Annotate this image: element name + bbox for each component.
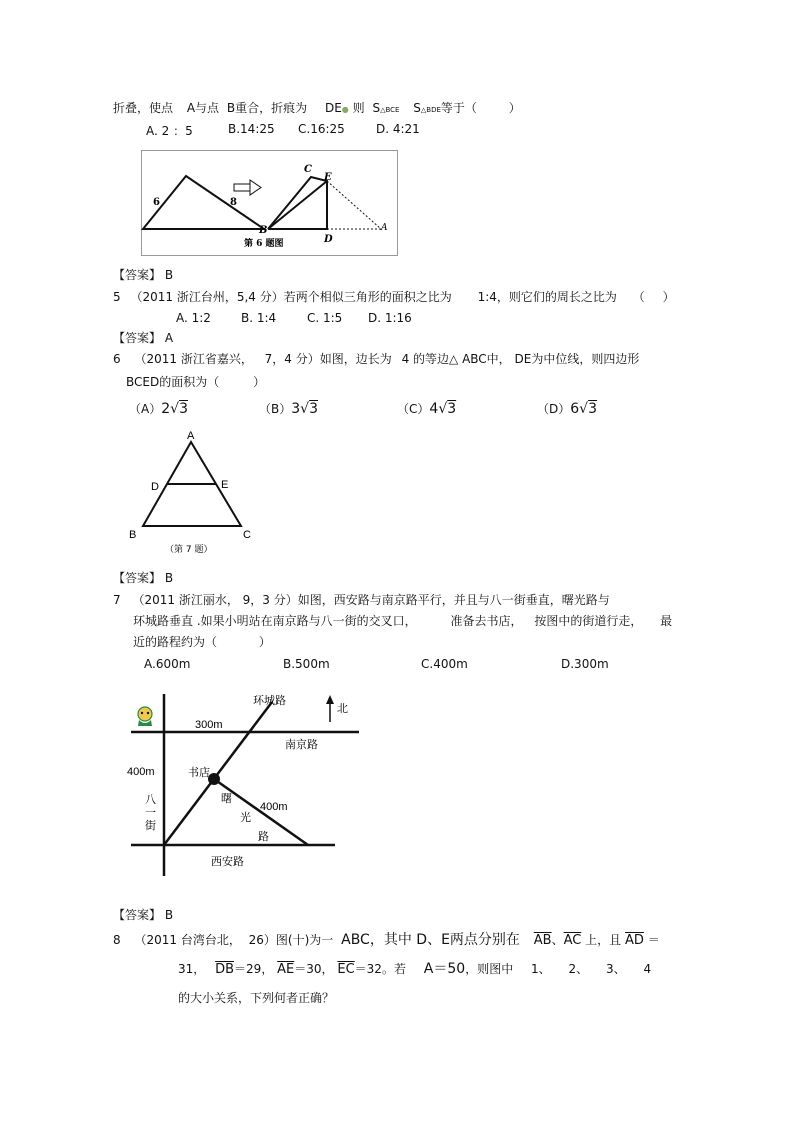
q5-text: 1:4，则它们的周长之比为 <box>477 290 617 304</box>
q8-angle-a: A＝50 <box>423 961 466 977</box>
q7-option-a: A.600m <box>144 657 191 671</box>
q7-number: 7 <box>113 593 121 607</box>
label-b: B <box>259 225 268 236</box>
q4-stem: 折叠，使点 A与点 B重合，折痕为 DE● 则 S△BCE S△BDE等于（ ） <box>113 101 521 115</box>
q7-text: 近的路程约为（ <box>133 635 218 649</box>
q8-angle-1: 1、 <box>531 962 551 976</box>
q5-text: ） <box>662 290 675 304</box>
label-bayi-2: 一 <box>145 806 156 819</box>
radicand: 3 <box>447 401 457 417</box>
q8-text: 上，且 <box>585 933 622 947</box>
q6-text: 7，4 分）如图，边长为 <box>264 352 392 366</box>
label-e: E <box>324 172 332 183</box>
label-c: C <box>243 529 251 541</box>
q8-number: 8 <box>113 933 121 947</box>
label-6: 6 <box>153 197 160 208</box>
q4-text: 折叠，使点 <box>113 101 174 115</box>
q5-option-b: B. 1:4 <box>241 311 277 325</box>
radicand: 3 <box>588 401 598 417</box>
q8-angle-3: 3、 <box>605 962 626 976</box>
q4-text: S <box>372 101 381 115</box>
q4-text: 则 <box>352 101 365 115</box>
q4-folding-figure <box>141 150 398 256</box>
q6-triangle-figure <box>125 428 260 558</box>
segment-db: $\overline{DB}$ <box>215 962 235 977</box>
q7-stem-line2 <box>133 614 672 628</box>
label-b: B <box>129 529 137 541</box>
q4-option-a: A. 2 ：5 <box>146 124 193 138</box>
q7-street-map <box>125 690 365 880</box>
label-a: A <box>381 223 388 233</box>
q8-text: ＝32。若 <box>354 962 406 976</box>
q6-option-c: （C）4√3 <box>397 401 457 417</box>
q7-text: 按图中的街道行走， <box>534 614 643 628</box>
q8-text: 、 <box>551 933 564 947</box>
segment-ac: $\overline{AC}$ <box>563 933 582 948</box>
segment-ae: $\overline{AE}$ <box>277 962 295 977</box>
label-e: E <box>221 479 229 491</box>
q6-text: BCED的面积为（ <box>126 375 220 389</box>
option-label: （B） <box>259 402 292 416</box>
q6-number: 6 <box>113 352 121 366</box>
q5-text: （2011 浙江台州，5,4 分）若两个相似三角形的面积之比为 <box>130 290 452 304</box>
option-label: （D） <box>537 402 571 416</box>
q4-text: 等于（ <box>440 101 477 115</box>
q5-number: 5 <box>113 290 121 304</box>
q8-angle-4: 4 <box>643 962 652 976</box>
q5-text: （ <box>632 290 645 304</box>
label-d: D <box>151 481 159 493</box>
q5-option-c: C. 1:5 <box>307 311 343 325</box>
q6-option-d: （D）6√3 <box>537 401 598 417</box>
person-icon <box>138 707 152 726</box>
q4-subscript: △BCE <box>380 106 400 114</box>
q7-text: ） <box>258 635 271 649</box>
label-shuguang-3: 路 <box>258 830 269 843</box>
q5-option-a: A. 1:2 <box>176 311 211 325</box>
label-8: 8 <box>230 197 237 208</box>
q6-text: 4 的等边△ ABC中， <box>401 352 511 366</box>
option-label: （A） <box>129 402 162 416</box>
q8-text: ＝ <box>647 933 660 947</box>
q6-text: ） <box>253 375 266 389</box>
q4-text: ） <box>508 101 521 115</box>
q7-text: 最 <box>660 614 673 628</box>
q7-option-b: B.500m <box>283 657 330 671</box>
q7-text: （2011 浙江丽水， 9，3 分）如图，西安路与南京路平行，并且与八一街垂直，曙光路与 <box>132 593 610 607</box>
q4-subscript: △BDE <box>420 106 441 114</box>
q8-text: ，则图中 <box>465 962 514 976</box>
q7-text: 准备去书店， <box>450 614 523 628</box>
q7-answer: 【答案】 B <box>113 908 174 922</box>
q5-answer: 【答案】 A <box>113 331 174 345</box>
label-400m-b: 400m <box>260 801 288 813</box>
option-label: （C） <box>397 402 430 416</box>
q8-text: ＝29， <box>234 962 274 976</box>
label-shuguang-2: 光 <box>240 811 251 824</box>
q7-option-c: C.400m <box>421 657 468 671</box>
q6-option-b: （B）3√3 <box>259 401 318 417</box>
option-coef: 3 <box>291 401 301 417</box>
label-nanjing: 南京路 <box>285 738 318 751</box>
q7-option-d: D.300m <box>561 657 609 671</box>
q8-stem-line2 <box>178 960 651 979</box>
segment-ec: $\overline{EC}$ <box>337 962 355 977</box>
segment-ad: $\overline{AD}$ <box>625 933 644 948</box>
q8-angle-2: 2、 <box>568 962 589 976</box>
q5-stem <box>113 290 675 304</box>
label-d: D <box>324 234 333 245</box>
q8-stem <box>113 931 660 950</box>
q6-stem-line2 <box>126 375 265 389</box>
q7-stem-line3 <box>133 635 271 649</box>
label-shuguang-1: 曙 <box>221 792 232 805</box>
label-300m: 300m <box>195 719 223 731</box>
option-coef: 2 <box>161 401 171 417</box>
option-coef: 6 <box>570 401 580 417</box>
q6-option-a: （A）2√3 <box>129 401 188 417</box>
figure-caption: （第 7 题） <box>165 545 213 555</box>
label-bayi-1: 八 <box>145 793 156 806</box>
q4-text: B重合，折痕为 <box>226 101 308 115</box>
label-huancheng: 环城路 <box>253 694 286 707</box>
q7-text: 环城路垂直 .如果小明站在南京路与八一街的交叉口， <box>133 614 417 628</box>
q6-stem <box>113 352 639 366</box>
q4-option-d: D. 4:21 <box>376 122 420 136</box>
q4-answer: 【答案】 B <box>113 268 174 282</box>
q4-text: A与点 <box>186 101 220 115</box>
q8-text: ABC，其中 D、E两点分别在 <box>341 932 520 948</box>
label-a: A <box>187 430 195 442</box>
q8-text: 26）图(十)为一 <box>248 933 334 947</box>
label-bookstore: 书店 <box>188 766 210 779</box>
radicand: 3 <box>179 401 188 417</box>
q6-text: （2011 浙江省嘉兴， <box>134 352 253 366</box>
q6-text: DE为中位线，则四边形 <box>514 352 640 366</box>
q8-text: ＝30， <box>294 962 334 976</box>
segment-ab: $\overline{AB}$ <box>533 933 552 948</box>
q5-option-d: D. 1:16 <box>368 311 412 325</box>
label-xian: 西安路 <box>211 855 244 868</box>
radicand: 3 <box>309 401 318 417</box>
label-400m-a: 400m <box>127 766 155 778</box>
q8-text: 31， <box>178 962 206 976</box>
north-arrow-icon <box>326 695 334 722</box>
label-c: C <box>304 164 312 175</box>
q4-text: DE <box>324 101 342 115</box>
q4-option-c: C.16:25 <box>298 122 345 136</box>
label-north: 北 <box>337 702 348 715</box>
figure-caption: 第 6 题图 <box>244 239 284 249</box>
label-bayi-3: 街 <box>145 819 156 832</box>
q4-option-b: B.14:25 <box>228 122 275 136</box>
q8-stem-line3: 的大小关系，下列何者正确？ <box>178 991 335 1005</box>
q4-text: S <box>413 101 421 115</box>
option-coef: 4 <box>429 401 439 417</box>
q8-text: （2011 台湾台北， <box>134 933 241 947</box>
q7-stem <box>113 593 610 607</box>
q6-answer: 【答案】 B <box>113 571 174 585</box>
